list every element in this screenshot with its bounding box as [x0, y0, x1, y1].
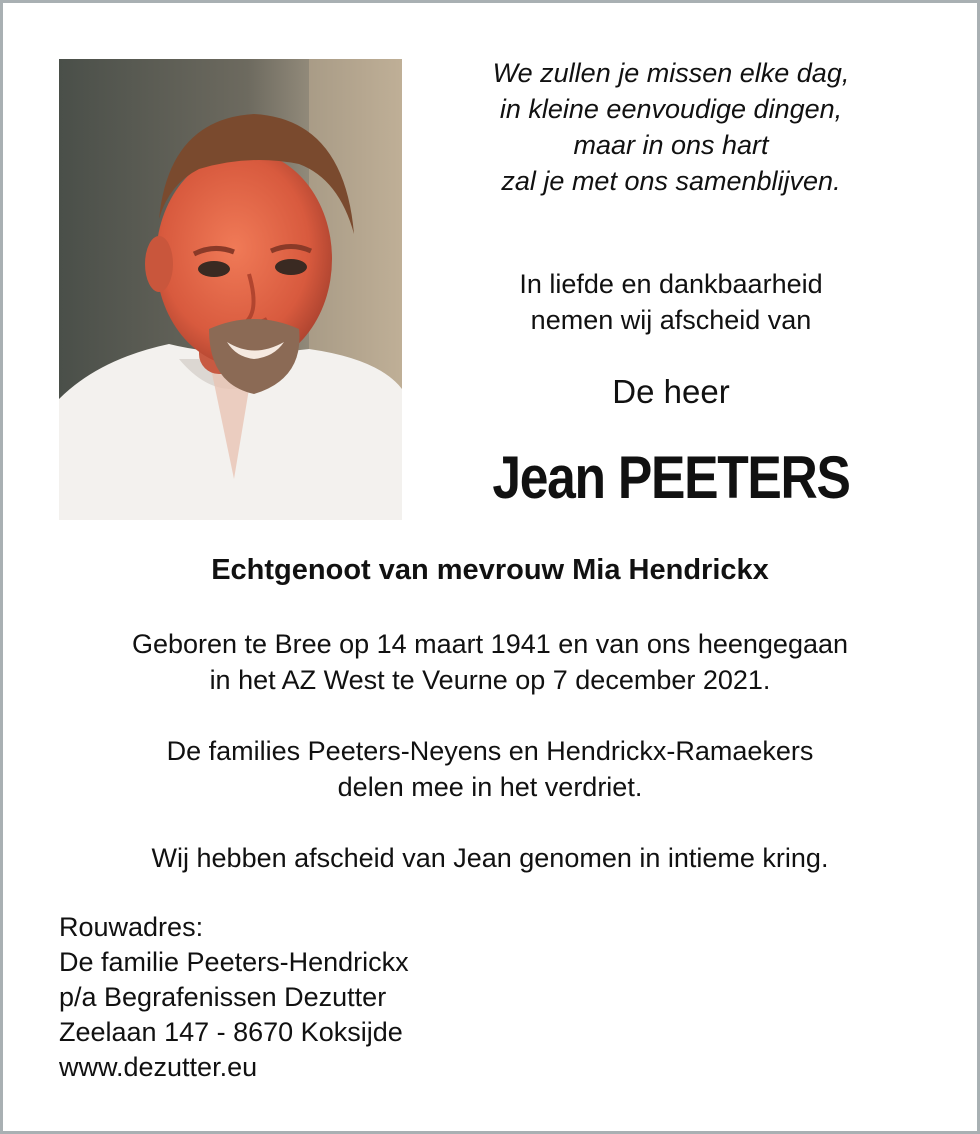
address-line: p/a Begrafenissen Dezutter [59, 982, 387, 1012]
salutation: De heer [612, 373, 730, 410]
details-line: in het AZ West te Veurne op 7 december 2021. [209, 665, 771, 695]
details-line: Geboren te Bree op 14 maart 1941 en van ons heengegaan [131, 629, 849, 659]
mourning-address [59, 910, 659, 1085]
spouse-line: Echtgenoot van mevrouw Mia Hendrickx [211, 554, 769, 586]
portrait-illustration [59, 59, 402, 520]
families-line: De families Peeters-Neyens en Hendrickx-Ramaekers [166, 736, 814, 766]
families-line: delen mee in het verdriet. [337, 772, 643, 802]
intro-line: nemen wij afscheid van [530, 305, 812, 335]
ceremony-notice: Wij hebben afscheid van Jean genomen in intieme kring. [151, 843, 829, 873]
intro-line: In liefde en dankbaarheid [519, 269, 823, 299]
families-notice [0, 733, 980, 805]
memorial-verse [440, 55, 902, 199]
birth-death-details [0, 626, 980, 698]
farewell-intro [440, 266, 902, 338]
verse-line: maar in ons hart [573, 130, 769, 160]
address-line: Zeelaan 147 - 8670 Koksijde [59, 1017, 403, 1047]
verse-line: zal je met ons samenblijven. [501, 166, 841, 196]
website-link[interactable]: www.dezutter.eu [59, 1052, 258, 1082]
deceased-name: Jean PEETERS [492, 444, 850, 511]
portrait-photo [59, 59, 402, 520]
address-label: Rouwadres: [59, 912, 204, 942]
verse-line: We zullen je missen elke dag, [492, 58, 850, 88]
verse-line: in kleine eenvoudige dingen, [499, 94, 843, 124]
address-line: De familie Peeters-Hendrickx [59, 947, 409, 977]
